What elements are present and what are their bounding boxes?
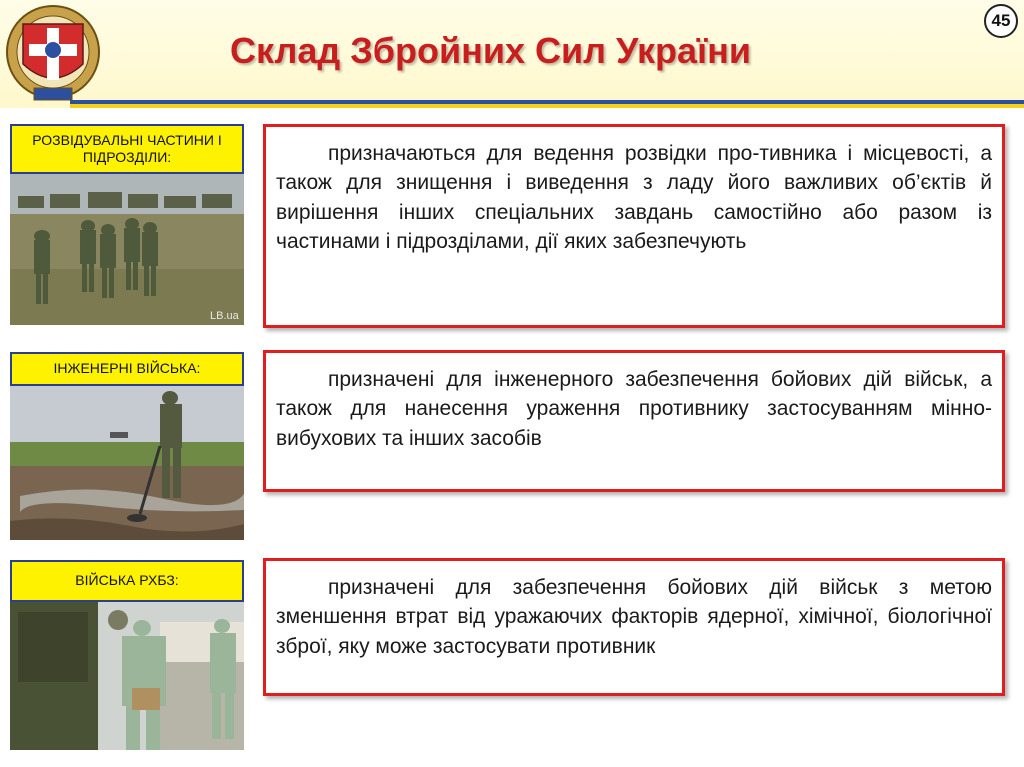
cbrn-photo (10, 602, 244, 750)
engineering-photo (10, 386, 244, 540)
section-text-reconnaissance: призначаються для ведення розвідки про-тивника і місцевості, а також для знищення і виведення з ладу його важливих об’єктів й вирішення інших спеціальних завдань самостійно або разом із частинами і підрозділами, дії яких забезпечують (276, 142, 992, 254)
section-label-engineering: ІНЖЕНЕРНІ ВІЙСЬКА: (10, 352, 244, 386)
section-text-box-engineering (263, 350, 1005, 492)
section-text-cbrn: призначені для забезпечення бойових дій військ з метою зменшення втрат від уражаючих факторів ядерної, хімічної, біологічної зброї, яку може застосувати противник (276, 576, 992, 658)
section-text-box-cbrn (263, 558, 1005, 696)
header-stripe-yellow (70, 104, 1024, 108)
section-label-reconnaissance: РОЗВІДУВАЛЬНІ ЧАСТИНИ І ПІДРОЗДІЛИ: (10, 124, 244, 174)
section-text-box-reconnaissance (263, 124, 1005, 328)
section-text-engineering: призначені для інженерного забезпечення бойових дій військ, а також для нанесення ураження противнику застосуванням мінно-вибухових та інших засобів (276, 368, 992, 450)
reconnaissance-photo (10, 174, 244, 325)
page-title: Склад Збройних Сил України (230, 30, 752, 71)
page-number-badge: 45 (984, 4, 1018, 38)
section-label-cbrn: ВІЙСЬКА РХБЗ: (10, 560, 244, 602)
photo-watermark: LB.ua (210, 310, 239, 322)
military-academy-emblem-icon (4, 4, 102, 104)
